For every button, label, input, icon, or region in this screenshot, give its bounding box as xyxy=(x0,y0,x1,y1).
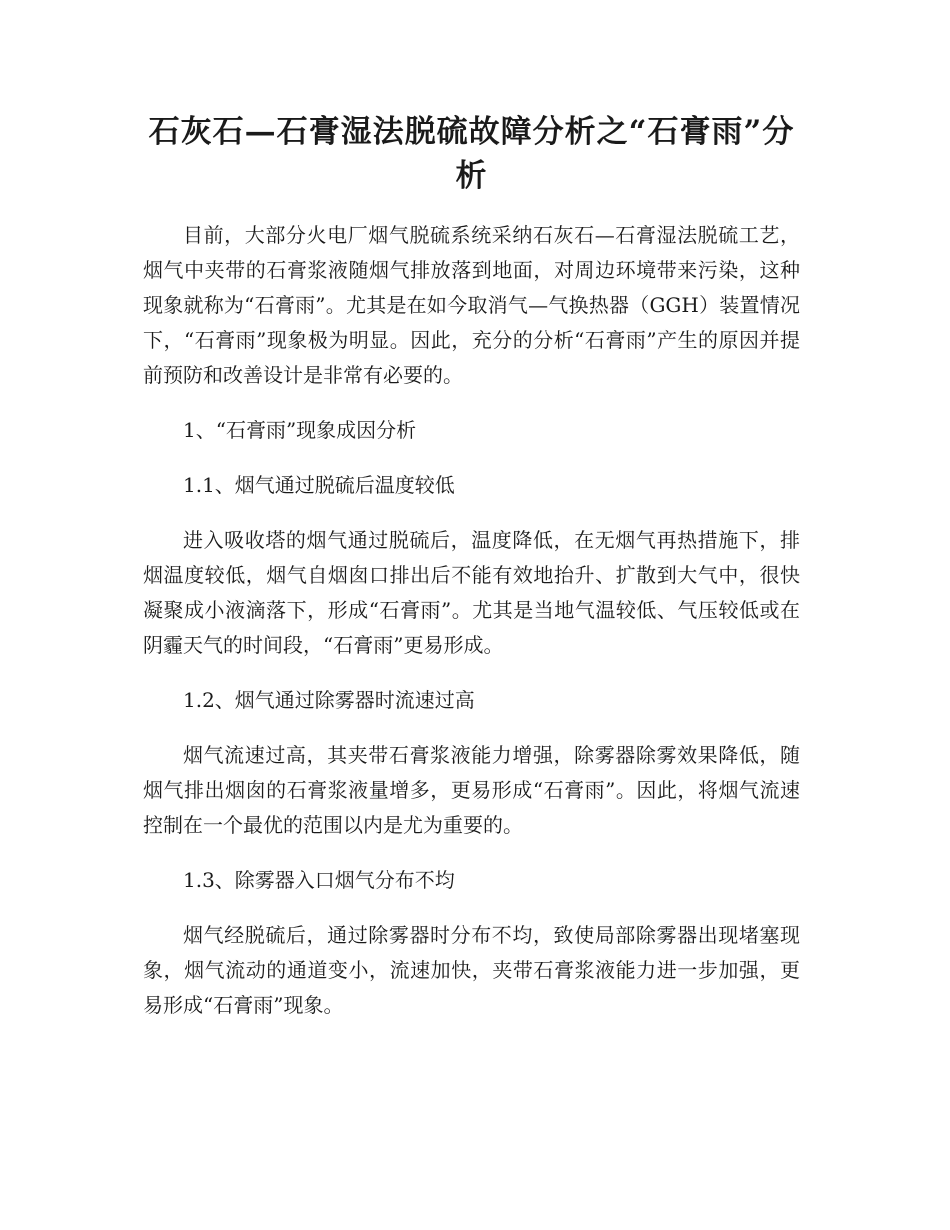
subsection-1-3-heading: 1.3、除雾器入口烟气分布不均 xyxy=(183,868,455,892)
subsection-1-1-body: 进入吸收塔的烟气通过脱硫后，温度降低，在无烟气再热措施下，排烟温度较低，烟气自烟囱口排出后不能有效地抬升、扩散到大气中，很快凝聚成小液滴落下，形成“石膏雨”。尤其是当地气温较低、气压较低或在阴霾天气的时间段，“石膏雨”更易形成。 xyxy=(143,528,800,657)
subsection-1-1-heading: 1.1、烟气通过脱硫后温度较低 xyxy=(183,473,455,497)
document-title: 石灰石—石膏湿法脱硫故障分析之“石膏雨”分析 xyxy=(148,114,795,194)
subsection-1-2-heading: 1.2、烟气通过除雾器时流速过高 xyxy=(183,688,475,712)
subsection-1-2-body: 烟气流速过高，其夹带石膏浆液能力增强，除雾器除雾效果降低，随烟气排出烟囱的石膏浆液量增多，更易形成“石膏雨”。因此，将烟气流速控制在一个最优的范围以内是尤为重要的。 xyxy=(143,743,800,837)
subsection-1-3-body: 烟气经脱硫后，通过除雾器时分布不均，致使局部除雾器出现堵塞现象，烟气流动的通道变小，流速加快，夹带石膏浆液能力进一步加强，更易形成“石膏雨”现象。 xyxy=(143,923,800,1017)
section-1-heading: 1、“石膏雨”现象成因分析 xyxy=(183,418,417,442)
intro-paragraph: 目前，大部分火电厂烟气脱硫系统采纳石灰石—石膏湿法脱硫工艺，烟气中夹带的石膏浆液随烟气排放落到地面，对周边环境带来污染，这种现象就称为“石膏雨”。尤其是在如今取消气—气换热器（GGH）装置情况下，“石膏雨”现象极为明显。因此，充分的分析“石膏雨”产生的原因并提前预防和改善设计是非常有必要的。 xyxy=(143,223,800,387)
